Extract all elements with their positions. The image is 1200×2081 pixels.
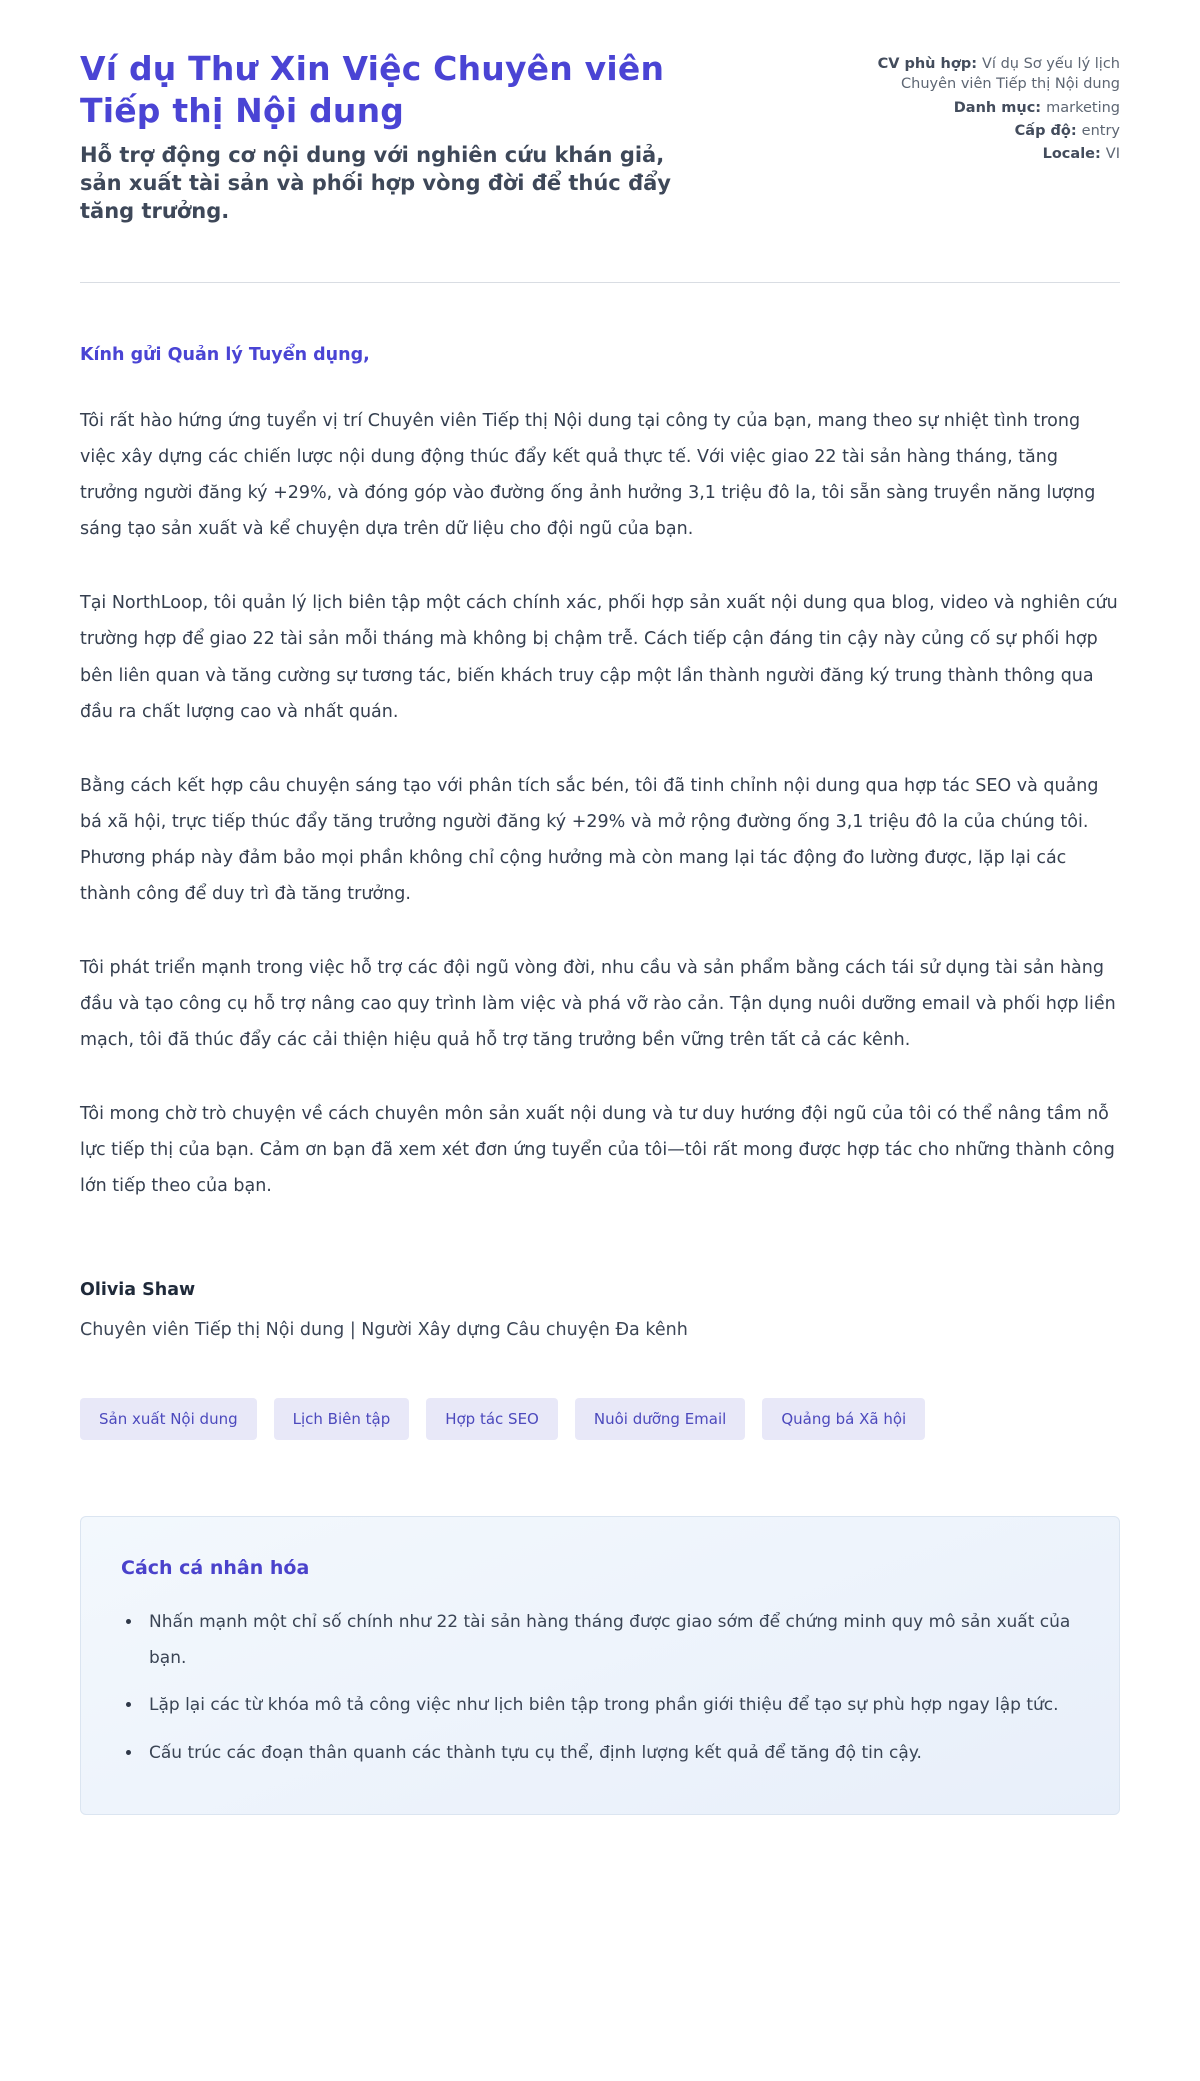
meta-value: VI [1105,146,1120,163]
meta-label: Cấp độ: [1014,122,1077,139]
letter-paragraph-5: Tôi mong chờ trò chuyện về cách chuyên môn sản xuất nội dung và tư duy hướng đội ngũ của tôi có thể nâng tầm nỗ lực tiếp thị của bạn. Cảm ơn bạn đã xem xét đơn ứng tuyển của tôi—tôi rất mong được hợp tác cho những thành công lớn tiếp theo của bạn. [80,1103,1115,1197]
header-title-block [80,48,720,226]
personalization-list [121,1605,1079,1772]
meta-label: Danh mục: [953,99,1042,116]
meta-label: Locale: [1042,146,1101,163]
personalization-box [80,1516,1120,1815]
page-title: Ví dụ Thư Xin Việc Chuyên viên Tiếp thị Nội dung [80,49,665,131]
personalization-tip-1: • Nhấn mạnh một chỉ số chính như 22 tài sản hàng tháng được giao sớm để chứng minh quy mô sản xuất của bạn. [143,1605,1079,1676]
signature-name: Olivia Shaw [80,1280,196,1301]
page-subtitle: Hỗ trợ động cơ nội dung với nghiên cứu khán giả, sản xuất tài sản và phối hợp vòng đời để thúc đẩy tăng trưởng. [80,143,671,224]
cover-letter-body [80,345,1120,1340]
skill-tags [80,1398,1120,1440]
header-divider [80,282,1120,283]
skill-tag-editorial-calendar[interactable]: Lịch Biên tập [274,1398,410,1440]
meta-value: marketing [1046,99,1120,116]
signature-role: Chuyên viên Tiếp thị Nội dung | Người Xây dựng Câu chuyện Đa kênh [80,1320,688,1341]
personalization-tip-3: • Cấu trúc các đoạn thân quanh các thành tựu cụ thể, định lượng kết quả để tăng độ tin cậy. [143,1736,1079,1772]
letter-paragraph-3: Bằng cách kết hợp câu chuyện sáng tạo với phân tích sắc bén, tôi đã tinh chỉnh nội dung qua hợp tác SEO và quảng bá xã hội, trực tiếp thúc đẩy tăng trưởng người đăng ký +29% và mở rộng đường ống 3,1 triệu đô la của chúng tôi. Phương pháp này đảm bảo mọi phần không chỉ cộng hưởng mà còn mang lại tác động đo lường được, lặp lại các thành công để duy trì đà tăng trưởng. [80,775,1099,904]
skill-tag-email-nurture[interactable]: Nuôi dưỡng Email [575,1398,745,1440]
letter-paragraph-2: Tại NorthLoop, tôi quản lý lịch biên tập một cách chính xác, phối hợp sản xuất nội dung qua blog, video và nghiên cứu trường hợp để giao 22 tài sản mỗi tháng mà không bị chậm trễ. Cách tiếp cận đáng tin cậy này củng cố sự phối hợp bên liên quan và tăng cường sự tương tác, biến khách truy cập một lần thành người đăng ký trung thành thông qua đầu ra chất lượng cao và nhất quán. [80,593,1118,722]
letter-paragraph-1: Tôi rất hào hứng ứng tuyển vị trí Chuyên viên Tiếp thị Nội dung tại công ty của bạn, mang theo sự nhiệt tình trong việc xây dựng các chiến lược nội dung động thúc đẩy kết quả thực tế. Với việc giao 22 tài sản hàng tháng, tăng trưởng người đăng ký +29%, và đóng góp vào đường ống ảnh hưởng 3,1 triệu đô la, tôi sẵn sàng truyền năng lượng sáng tạo sản xuất và kể chuyện dựa trên dữ liệu cho đội ngũ của bạn. [80,411,1096,540]
meta-value: Ví dụ Sơ yếu lý lịch Chuyên viên Tiếp thị Nội dung [901,56,1120,93]
letter-greeting: Kính gửi Quản lý Tuyển dụng, [80,345,370,366]
meta-row-matching-cv [835,54,1120,95]
meta-row-locale [835,144,1120,164]
header [80,48,1120,226]
skill-tag-seo-collaboration[interactable]: Hợp tác SEO [426,1398,558,1440]
skill-tag-content-production[interactable]: Sản xuất Nội dung [80,1398,257,1440]
meta-value: entry [1081,122,1120,139]
meta-row-level [835,121,1120,141]
skill-tag-social-promotion[interactable]: Quảng bá Xã hội [762,1398,925,1440]
personalization-heading: Cách cá nhân hóa [121,1557,310,1580]
letter-paragraph-4: Tôi phát triển mạnh trong việc hỗ trợ các đội ngũ vòng đời, nhu cầu và sản phẩm bằng cách tái sử dụng tài sản hàng đầu và tạo công cụ hỗ trợ nâng cao quy trình làm việc và phá vỡ rào cản. Tận dụng nuôi dưỡng email và phối hợp liền mạch, tôi đã thúc đẩy các cải thiện hiệu quả hỗ trợ tăng trưởng bền vững trên tất cả các kênh. [80,957,1116,1050]
meta-panel [835,48,1120,167]
meta-row-category [835,98,1120,118]
personalization-tip-2: • Lặp lại các từ khóa mô tả công việc như lịch biên tập trong phần giới thiệu để tạo sự phù hợp ngay lập tức. [143,1688,1079,1724]
meta-label: CV phù hợp: [877,56,978,72]
